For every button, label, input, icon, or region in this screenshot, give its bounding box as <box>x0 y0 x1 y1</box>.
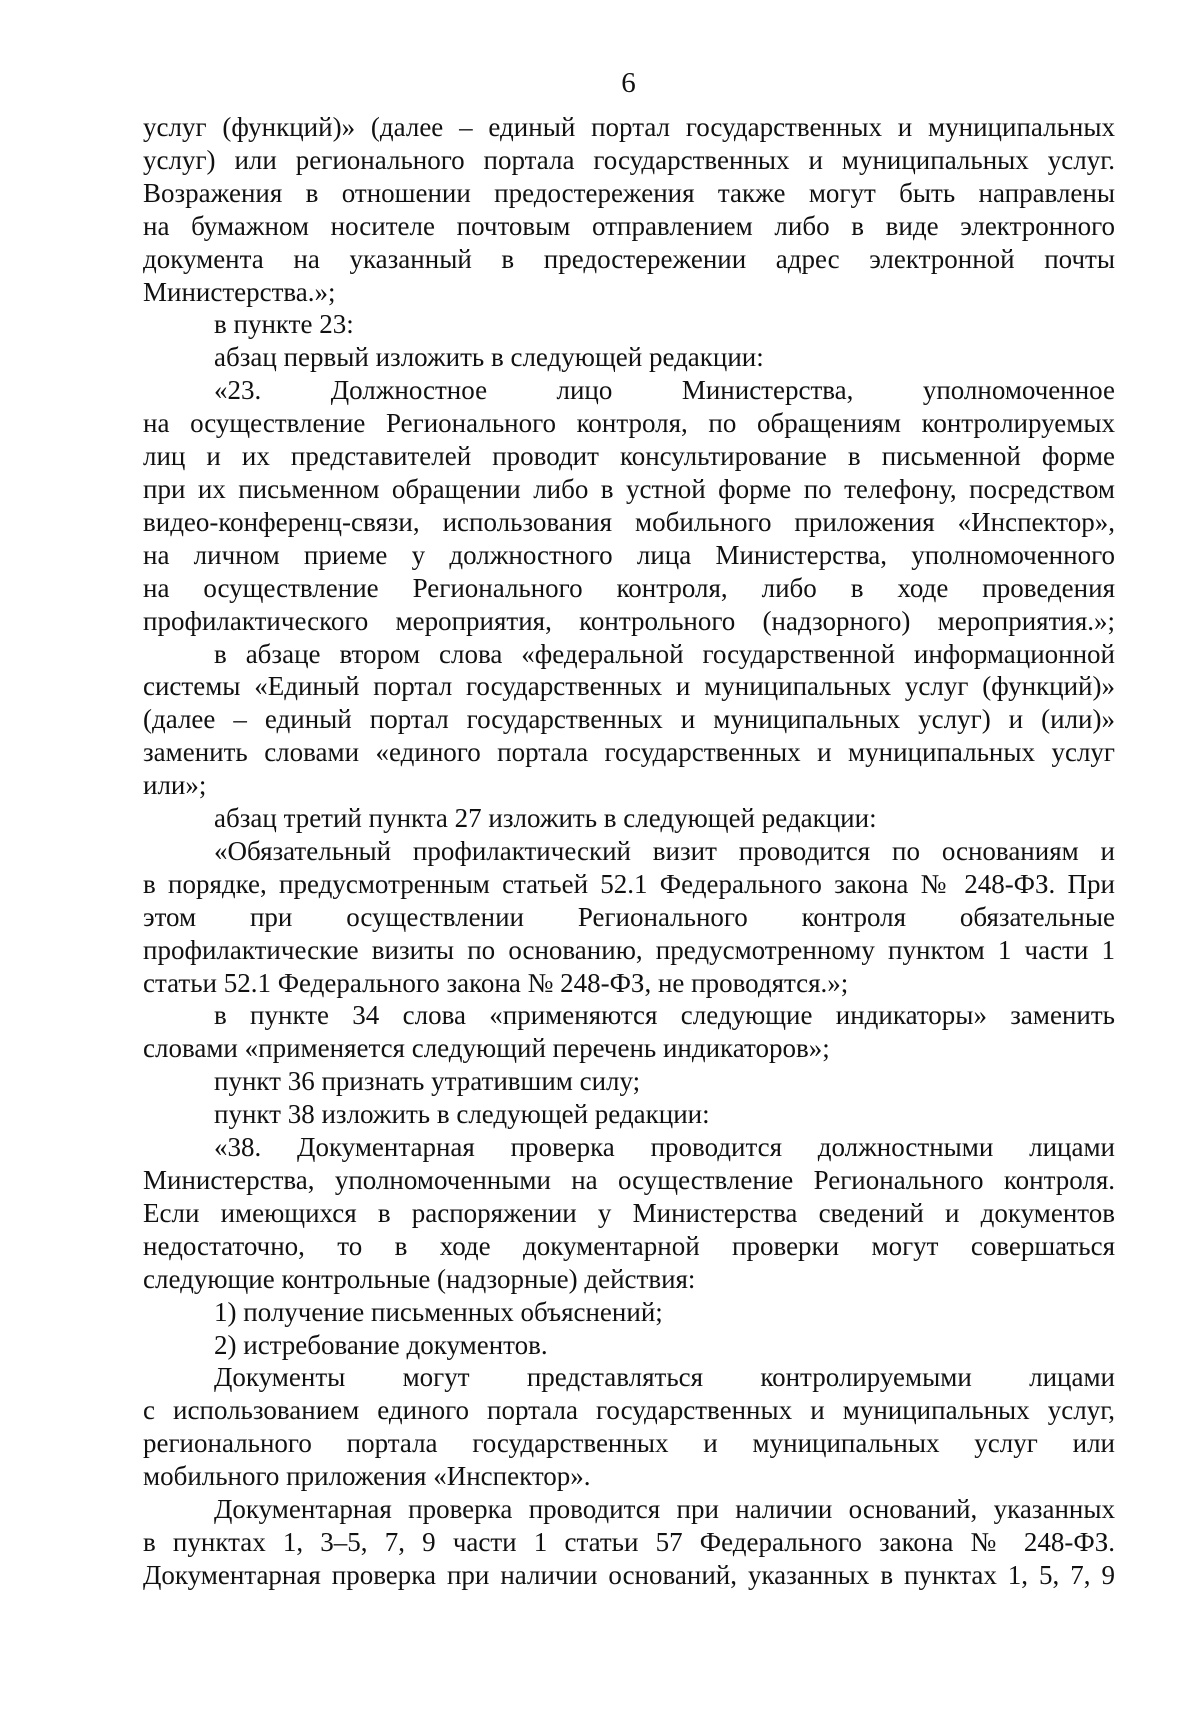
text-line: документа на указанный в предостережении адрес электронной почты <box>143 243 1115 274</box>
text-line: Министерства.»; <box>143 276 336 307</box>
text-line: на осуществление Регионального контроля, либо в ходе проведения <box>143 572 1115 603</box>
text-line: лиц и их представителей проводит консультирование в письменной форме <box>143 441 1115 472</box>
text-line: Министерства, уполномоченными на осуществление Регионального контроля. <box>143 1165 1115 1195</box>
text-line: 1) получение письменных объяснений; <box>214 1296 663 1327</box>
text-line: регионального портала государственных и муниципальных услуг или <box>143 1428 1115 1459</box>
text-line: в пунктах 1, 3–5, 7, 9 части 1 статьи 57 Федерального закона № 248-ФЗ. <box>143 1526 1115 1557</box>
text-line: в пункте 23: <box>214 309 354 340</box>
page-number: 6 <box>621 67 636 99</box>
text-line: этом при осуществлении Регионального контроля обязательные <box>143 901 1115 932</box>
text-line: Документы могут представляться контролируемыми лицами <box>214 1362 1115 1393</box>
text-line: Документарная проверка проводится при наличии оснований, указанных <box>214 1494 1115 1525</box>
text-line: в пункте 34 слова «применяются следующие индикаторы» заменить <box>214 1000 1115 1031</box>
document-body <box>143 111 1115 1592</box>
text-line: видео-конференц-связи, использования мобильного приложения «Инспектор», <box>143 506 1115 537</box>
text-line: профилактического мероприятия, контрольного (надзорного) мероприятия.»; <box>143 605 1115 636</box>
text-line: абзац третий пункта 27 изложить в следующей редакции: <box>214 803 877 834</box>
text-line: на личном приеме у должностного лица Министерства, уполномоченного <box>143 539 1115 570</box>
text-line: в абзаце втором слова «федеральной государственной информационной <box>214 638 1115 669</box>
text-line: заменить словами «единого портала государственных и муниципальных услуг <box>143 737 1115 768</box>
text-line: недостаточно, то в ходе документарной проверки могут совершаться <box>143 1230 1115 1261</box>
text-line: словами «применяется следующий перечень индикаторов»; <box>143 1033 830 1064</box>
text-line: или»; <box>143 770 207 801</box>
text-line: мобильного приложения «Инспектор». <box>143 1461 591 1492</box>
text-line: Документарная проверка при наличии оснований, указанных в пунктах 1, 5, 7, 9 <box>143 1559 1115 1590</box>
text-line: с использованием единого портала государственных и муниципальных услуг, <box>143 1395 1115 1426</box>
text-line: в порядке, предусмотренным статьей 52.1 Федерального закона № 248-ФЗ. При <box>143 868 1115 899</box>
text-line: на осуществление Регионального контроля, по обращениям контролируемых <box>143 408 1115 439</box>
text-line: «23. Должностное лицо Министерства, уполномоченное <box>214 375 1115 406</box>
text-line: «Обязательный профилактический визит проводится по основаниям и <box>214 835 1115 866</box>
text-line: 2) истребование документов. <box>214 1329 548 1360</box>
text-line: «38. Документарная проверка проводится должностными лицами <box>214 1132 1115 1163</box>
text-line: при их письменном обращении либо в устной форме по телефону, посредством <box>143 473 1115 504</box>
text-line: услуг) или регионального портала государственных и муниципальных услуг. <box>143 144 1115 175</box>
text-line: Если имеющихся в распоряжении у Министерства сведений и документов <box>143 1197 1115 1228</box>
text-line: пункт 38 изложить в следующей редакции: <box>214 1099 710 1130</box>
text-line: абзац первый изложить в следующей редакции: <box>214 342 764 373</box>
text-line: Возражения в отношении предостережения также могут быть направлены <box>143 177 1115 208</box>
text-line: пункт 36 признать утратившим силу; <box>214 1066 641 1097</box>
text-line: (далее – единый портал государственных и муниципальных услуг) и (или)» <box>143 704 1115 735</box>
text-line: услуг (функций)» (далее – единый портал государственных и муниципальных <box>143 112 1115 142</box>
text-line: статьи 52.1 Федерального закона № 248-ФЗ, не проводятся.»; <box>143 967 849 998</box>
text-line: системы «Единый портал государственных и муниципальных услуг (функций)» <box>143 671 1115 702</box>
text-line: следующие контрольные (надзорные) действия: <box>143 1263 696 1294</box>
text-line: профилактические визиты по основанию, предусмотренному пунктом 1 части 1 <box>143 934 1115 965</box>
text-line: на бумажном носителе почтовым отправлением либо в виде электронного <box>143 210 1115 241</box>
